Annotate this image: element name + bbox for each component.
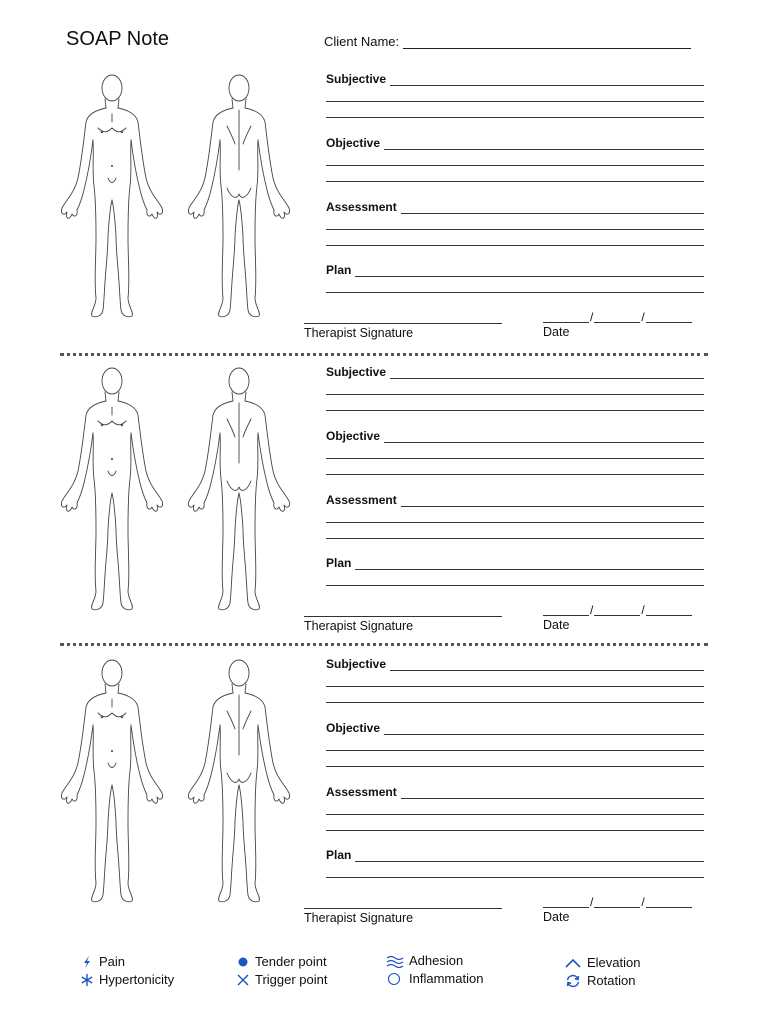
back-body-figure (188, 368, 289, 610)
date-separator: / (590, 310, 594, 324)
date-separator: / (641, 895, 645, 909)
legend-trigger-point: Trigger point (236, 972, 328, 987)
signature-line[interactable] (304, 309, 502, 324)
plan-label: Plan (326, 848, 352, 862)
legend-inflammation: Inflammation (386, 971, 483, 986)
writing-line[interactable] (326, 379, 704, 395)
assessment-label: Assessment (326, 785, 397, 799)
x-mark-icon (236, 973, 250, 987)
writing-line[interactable] (326, 86, 704, 102)
assessment-label: Assessment (326, 493, 397, 507)
caret-up-icon (564, 956, 582, 970)
objective-label: Objective (326, 721, 381, 735)
rotate-icon (564, 974, 582, 988)
legend-hypertonicity: Hypertonicity (80, 972, 174, 987)
filled-dot-icon (236, 955, 250, 969)
date-month-line[interactable] (543, 895, 589, 908)
body-chart[interactable] (50, 363, 300, 618)
lightning-icon (80, 955, 94, 969)
writing-line[interactable] (326, 507, 704, 523)
date-field[interactable] (543, 894, 692, 924)
date-label: Date (543, 618, 570, 632)
date-year-line[interactable] (646, 310, 692, 323)
subjective-label: Subjective (326, 365, 387, 379)
soap-section-3 (0, 645, 768, 937)
assessment-line[interactable] (401, 788, 704, 799)
objective-field[interactable] (326, 429, 704, 475)
subjective-line[interactable] (390, 368, 704, 379)
writing-line[interactable] (326, 214, 704, 230)
date-month-line[interactable] (543, 603, 589, 616)
date-year-line[interactable] (646, 895, 692, 908)
date-separator: / (590, 603, 594, 617)
writing-line[interactable] (326, 735, 704, 751)
body-chart[interactable] (50, 655, 300, 910)
signature-line[interactable] (304, 602, 502, 617)
assessment-line[interactable] (401, 496, 704, 507)
assessment-field[interactable] (326, 785, 704, 831)
body-chart[interactable] (50, 70, 300, 325)
writing-line[interactable] (326, 459, 704, 475)
back-body-figure (188, 660, 289, 902)
plan-field[interactable] (326, 556, 704, 586)
objective-line[interactable] (384, 432, 704, 443)
writing-line[interactable] (326, 102, 704, 118)
date-day-line[interactable] (594, 603, 640, 616)
date-label: Date (543, 910, 570, 924)
waves-icon (386, 954, 404, 968)
writing-line[interactable] (326, 570, 704, 586)
subjective-label: Subjective (326, 657, 387, 671)
date-month-line[interactable] (543, 310, 589, 323)
signature-field[interactable] (304, 309, 502, 340)
writing-line[interactable] (326, 443, 704, 459)
subjective-field[interactable] (326, 72, 704, 118)
signature-label: Therapist Signature (304, 619, 414, 633)
back-body-figure (188, 75, 289, 317)
legend-rotation: Rotation (564, 973, 635, 988)
writing-line[interactable] (326, 523, 704, 539)
soap-section-1 (0, 60, 768, 352)
signature-line[interactable] (304, 894, 502, 909)
writing-line[interactable] (326, 150, 704, 166)
plan-line[interactable] (355, 851, 704, 862)
page-title: SOAP Note (66, 28, 170, 50)
plan-label: Plan (326, 263, 352, 277)
date-separator: / (641, 310, 645, 324)
objective-label: Objective (326, 429, 381, 443)
date-day-line[interactable] (594, 895, 640, 908)
plan-field[interactable] (326, 848, 704, 878)
soap-section-2 (0, 353, 768, 645)
section-divider (60, 353, 708, 356)
subjective-line[interactable] (390, 75, 704, 86)
assessment-field[interactable] (326, 200, 704, 246)
date-field[interactable] (543, 602, 692, 632)
subjective-label: Subjective (326, 72, 387, 86)
signature-label: Therapist Signature (304, 911, 414, 925)
assessment-field[interactable] (326, 493, 704, 539)
date-separator: / (590, 895, 594, 909)
writing-line[interactable] (326, 277, 704, 293)
objective-line[interactable] (384, 139, 704, 150)
front-body-figure (61, 368, 162, 610)
subjective-field[interactable] (326, 657, 704, 703)
writing-line[interactable] (326, 687, 704, 703)
client-name-field[interactable] (324, 34, 691, 49)
date-year-line[interactable] (646, 603, 692, 616)
client-name-line[interactable] (403, 36, 691, 49)
legend-elevation: Elevation (564, 955, 640, 970)
legend-tender-point: Tender point (236, 954, 327, 969)
objective-line[interactable] (384, 724, 704, 735)
legend (0, 954, 768, 1004)
subjective-field[interactable] (326, 365, 704, 411)
writing-line[interactable] (326, 395, 704, 411)
client-name-label: Client Name: (324, 34, 400, 49)
signature-label: Therapist Signature (304, 326, 414, 340)
assessment-line[interactable] (401, 203, 704, 214)
legend-adhesion: Adhesion (386, 953, 463, 968)
signature-field[interactable] (304, 602, 502, 633)
circle-icon (386, 972, 404, 986)
date-label: Date (543, 325, 570, 339)
asterisk-icon (80, 973, 94, 987)
writing-line[interactable] (326, 751, 704, 767)
date-day-line[interactable] (594, 310, 640, 323)
writing-line[interactable] (326, 230, 704, 246)
date-separator: / (641, 603, 645, 617)
writing-line[interactable] (326, 815, 704, 831)
plan-line[interactable] (355, 266, 704, 277)
legend-pain: Pain (80, 954, 125, 969)
writing-line[interactable] (326, 671, 704, 687)
plan-field[interactable] (326, 263, 704, 293)
signature-field[interactable] (304, 894, 502, 925)
front-body-figure (61, 660, 162, 902)
date-field[interactable] (543, 309, 692, 339)
writing-line[interactable] (326, 862, 704, 878)
writing-line[interactable] (326, 799, 704, 815)
assessment-label: Assessment (326, 200, 397, 214)
section-divider (60, 643, 708, 646)
objective-field[interactable] (326, 721, 704, 767)
objective-label: Objective (326, 136, 381, 150)
plan-line[interactable] (355, 559, 704, 570)
subjective-line[interactable] (390, 660, 704, 671)
front-body-figure (61, 75, 162, 317)
writing-line[interactable] (326, 166, 704, 182)
plan-label: Plan (326, 556, 352, 570)
objective-field[interactable] (326, 136, 704, 182)
